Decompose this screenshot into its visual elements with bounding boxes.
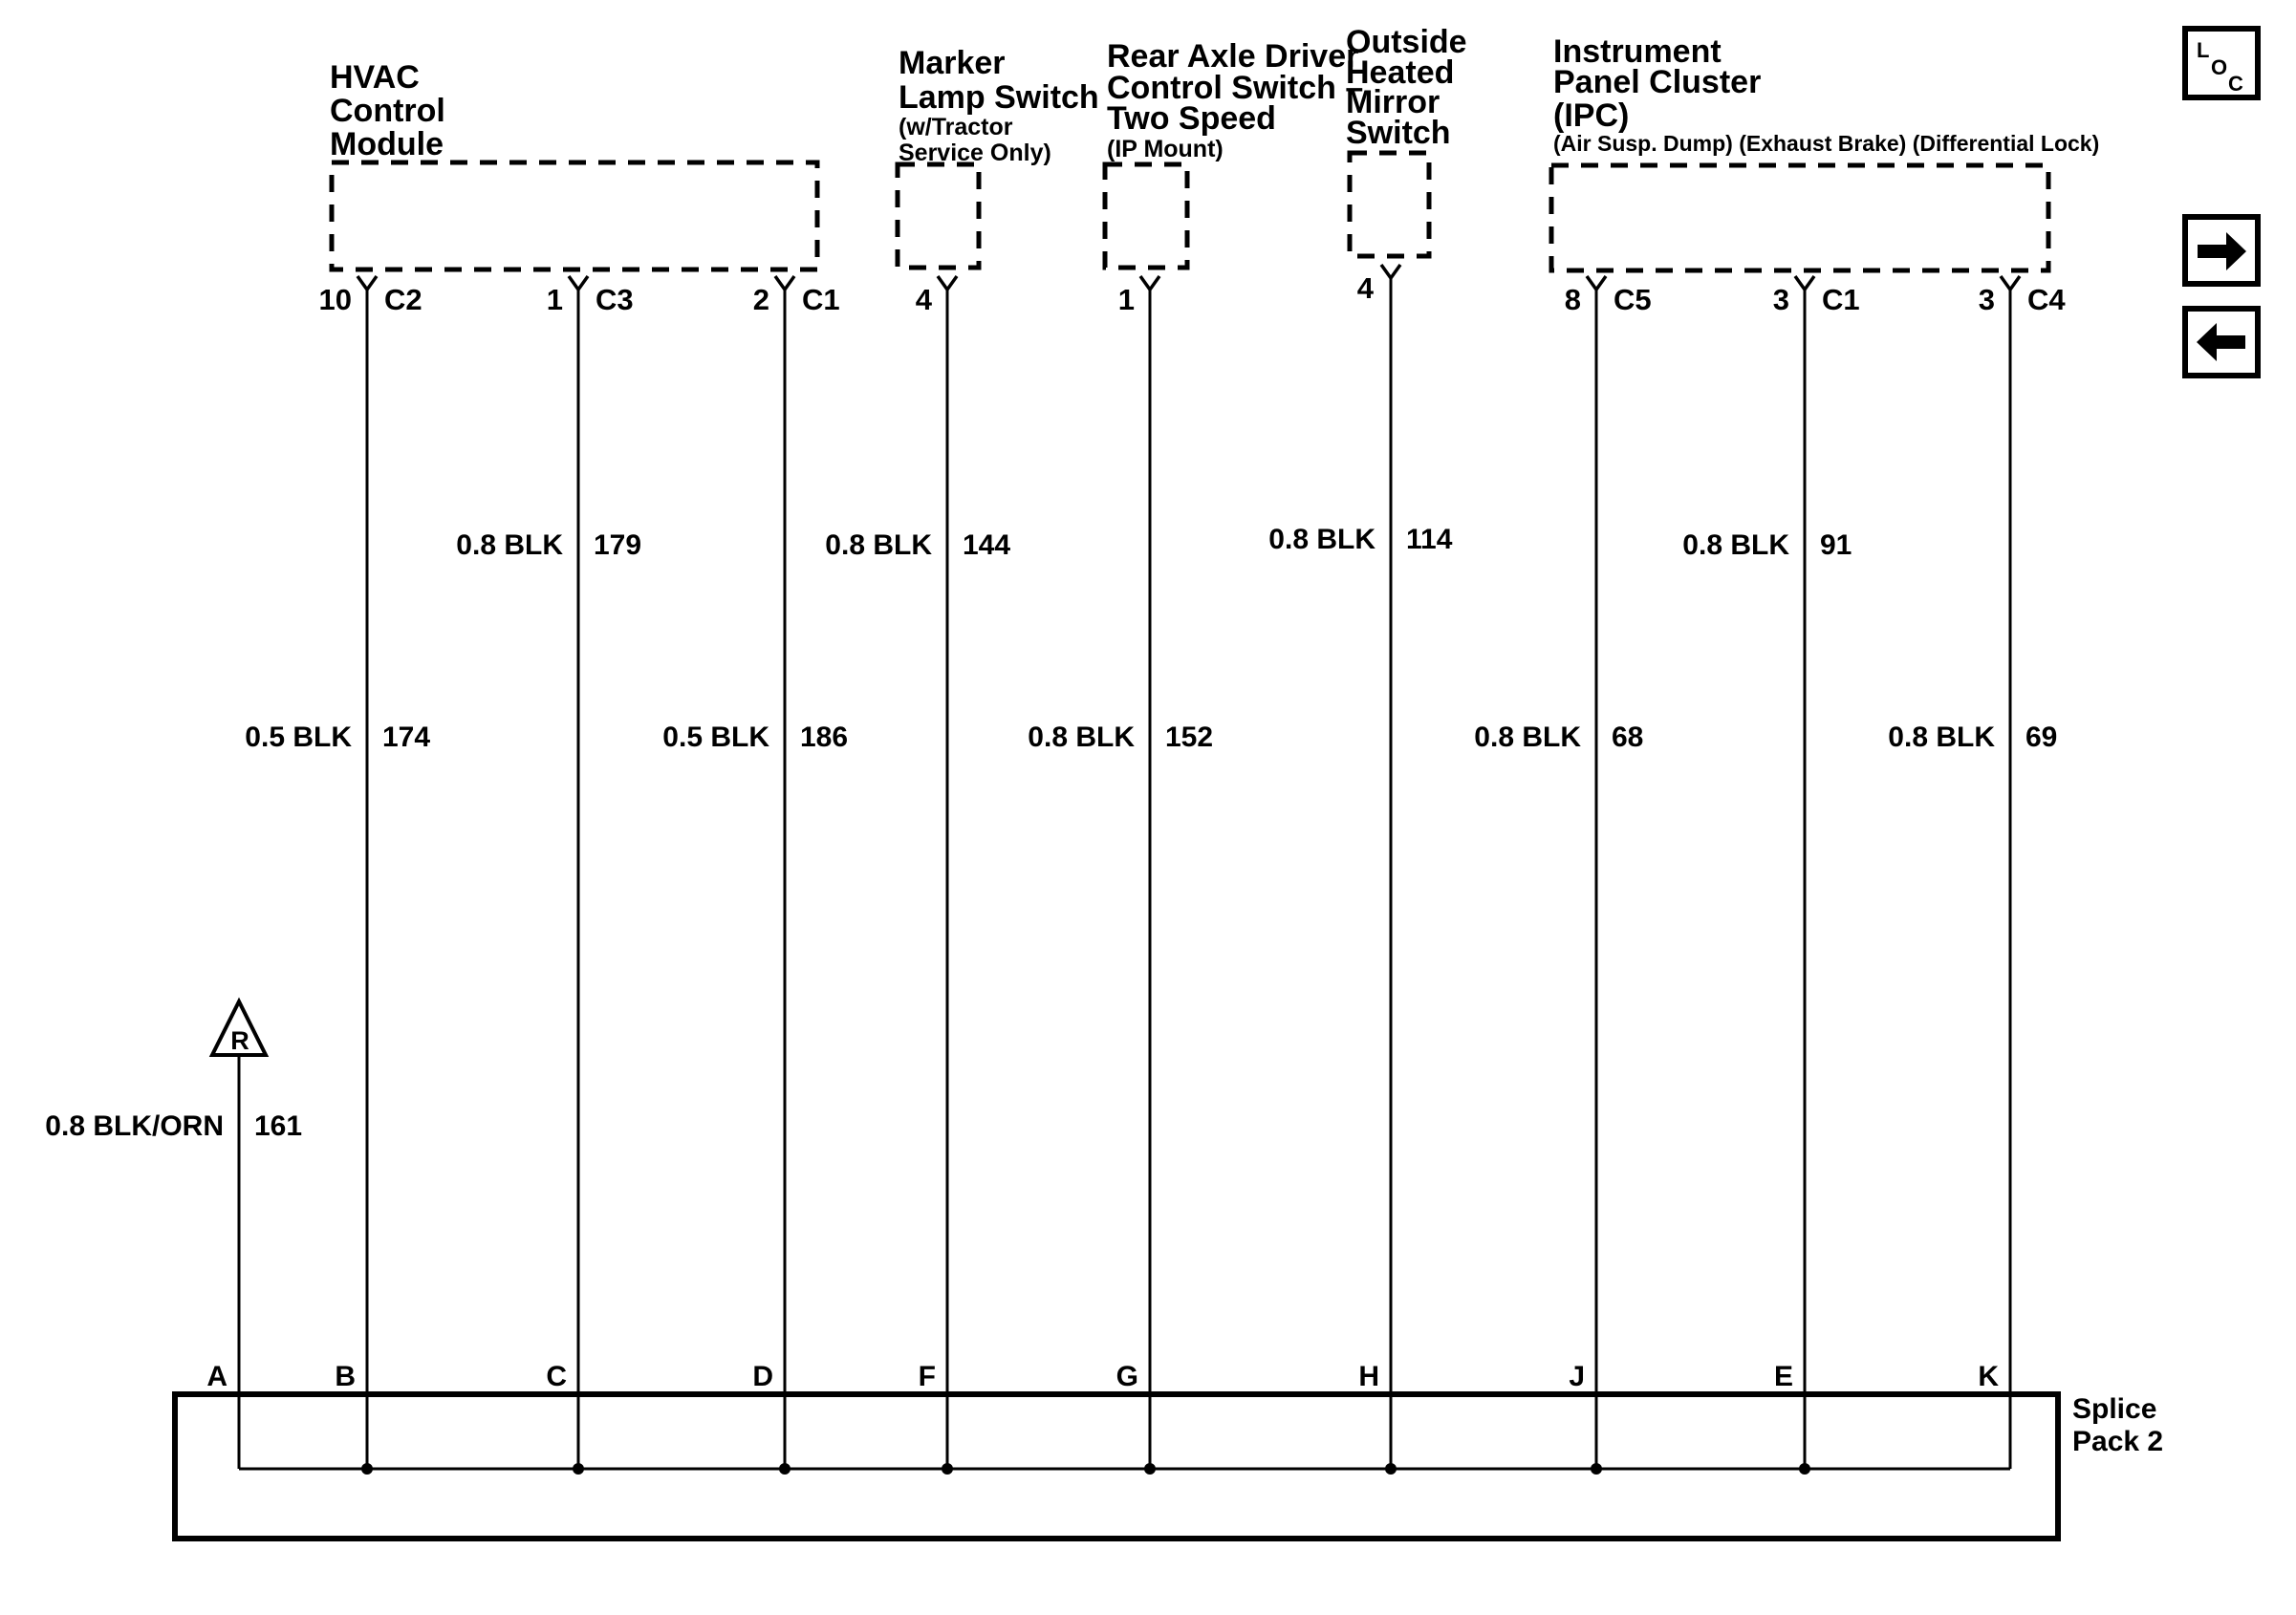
connector-id-hvac-c3: C3 bbox=[596, 283, 634, 316]
connector-id-hvac-c1: C1 bbox=[802, 283, 840, 316]
splice-terminal-letter-H: H bbox=[1358, 1361, 1379, 1392]
pin-number-ipc-c4: 3 bbox=[1978, 283, 1995, 316]
splice-terminal-letter-K: K bbox=[1978, 1361, 1999, 1392]
wire-spec-D: 0.5 BLK bbox=[662, 721, 769, 753]
loc-letter-l: L bbox=[2197, 38, 2210, 62]
hvac-title-line1: HVAC bbox=[330, 59, 420, 96]
wire-spec-J: 0.8 BLK bbox=[1474, 721, 1581, 753]
rear-axle-title-line2: Control Switch – bbox=[1107, 70, 1364, 106]
splice-junction-dot-H bbox=[1385, 1463, 1397, 1475]
pin-number-marker-lamp: 4 bbox=[915, 283, 932, 316]
splice-junction-dot-F bbox=[942, 1463, 953, 1475]
splice-terminal-letter-B: B bbox=[335, 1361, 356, 1392]
wire-circuit-H: 114 bbox=[1406, 524, 1453, 555]
pin-number-hvac-c1: 2 bbox=[752, 283, 769, 316]
wire-circuit-C: 179 bbox=[594, 529, 642, 561]
wire-spec-F: 0.8 BLK bbox=[825, 529, 932, 561]
pin-number-hvac-c2: 10 bbox=[318, 283, 352, 316]
wire-spec-H: 0.8 BLK bbox=[1268, 524, 1375, 555]
splice-junction-dot-E bbox=[1799, 1463, 1810, 1475]
splice-terminal-letter-F: F bbox=[918, 1361, 936, 1392]
connector-id-hvac-c2: C2 bbox=[384, 283, 422, 316]
wire-circuit-G: 152 bbox=[1165, 721, 1214, 753]
marker-lamp-subtitle-line1: (w/Tractor bbox=[899, 114, 1013, 140]
splice-terminal-letter-E: E bbox=[1773, 1361, 1793, 1392]
mirror-title-line2: Heated bbox=[1346, 54, 1455, 91]
splice-terminal-letter-C: C bbox=[546, 1361, 567, 1392]
wire-circuit-E: 91 bbox=[1820, 529, 1852, 561]
loc-letter-c: C bbox=[2228, 72, 2243, 96]
ipc-subtitle: (Air Susp. Dump) (Exhaust Brake) (Differential Lock) bbox=[1553, 131, 2100, 156]
wire-spec-B: 0.5 BLK bbox=[245, 721, 352, 753]
wire-circuit-J: 68 bbox=[1612, 721, 1644, 753]
hvac-title-line2: Control bbox=[330, 93, 445, 129]
splice-pack-label-line1: Splice bbox=[2072, 1393, 2157, 1425]
wire-circuit-A: 161 bbox=[254, 1110, 303, 1142]
splice-pack-label-line2: Pack 2 bbox=[2072, 1426, 2164, 1457]
ipc-title-line2: Panel Cluster bbox=[1553, 64, 1762, 100]
wire-circuit-D: 186 bbox=[800, 721, 849, 753]
splice-terminal-letter-A: A bbox=[206, 1361, 227, 1392]
splice-terminal-letter-J: J bbox=[1569, 1361, 1585, 1392]
mirror-title-line3: Mirror bbox=[1346, 84, 1440, 120]
connector-id-ipc-c5: C5 bbox=[1614, 283, 1652, 316]
splice-junction-dot-J bbox=[1591, 1463, 1602, 1475]
splice-junction-dot-G bbox=[1144, 1463, 1156, 1475]
splice-junction-dot-B bbox=[361, 1463, 373, 1475]
reference-triangle-label: R bbox=[230, 1026, 249, 1055]
rear-axle-subtitle-line1: (IP Mount) bbox=[1107, 136, 1224, 162]
hvac-title-line3: Module bbox=[330, 126, 444, 162]
connector-id-ipc-c4: C4 bbox=[2027, 283, 2066, 316]
marker-lamp-title-line1: Marker bbox=[899, 45, 1006, 81]
wire-circuit-F: 144 bbox=[963, 529, 1011, 561]
splice-terminal-letter-D: D bbox=[752, 1361, 773, 1392]
wire-spec-E: 0.8 BLK bbox=[1682, 529, 1789, 561]
pin-number-hvac-c3: 1 bbox=[546, 283, 563, 316]
ipc-title-line3: (IPC) bbox=[1553, 97, 1630, 134]
wire-spec-A: 0.8 BLK/ORN bbox=[45, 1110, 224, 1142]
wire-circuit-K: 69 bbox=[2025, 721, 2058, 753]
wire-circuit-B: 174 bbox=[382, 721, 431, 753]
splice-terminal-letter-G: G bbox=[1116, 1361, 1138, 1392]
loc-letter-o: O bbox=[2211, 55, 2228, 79]
pin-number-mirror: 4 bbox=[1356, 271, 1374, 305]
wire-spec-K: 0.8 BLK bbox=[1888, 721, 1995, 753]
pin-number-ipc-c5: 8 bbox=[1564, 283, 1581, 316]
wire-spec-G: 0.8 BLK bbox=[1028, 721, 1135, 753]
wire-spec-C: 0.8 BLK bbox=[456, 529, 563, 561]
mirror-title-line4: Switch bbox=[1346, 115, 1451, 151]
rear-axle-title-line1: Rear Axle Driver bbox=[1107, 38, 1359, 75]
pin-number-rear-axle: 1 bbox=[1117, 283, 1135, 316]
connector-id-ipc-c1: C1 bbox=[1822, 283, 1860, 316]
marker-lamp-subtitle-line2: Service Only) bbox=[899, 140, 1051, 166]
splice-junction-dot-D bbox=[779, 1463, 791, 1475]
pin-number-ipc-c1: 3 bbox=[1772, 283, 1789, 316]
marker-lamp-title-line2: Lamp Switch bbox=[899, 79, 1099, 116]
splice-junction-dot-C bbox=[573, 1463, 584, 1475]
mirror-title-line1: Outside bbox=[1346, 24, 1467, 60]
ipc-title-line1: Instrument bbox=[1553, 33, 1722, 70]
rear-axle-title-line3: Two Speed bbox=[1107, 100, 1276, 137]
